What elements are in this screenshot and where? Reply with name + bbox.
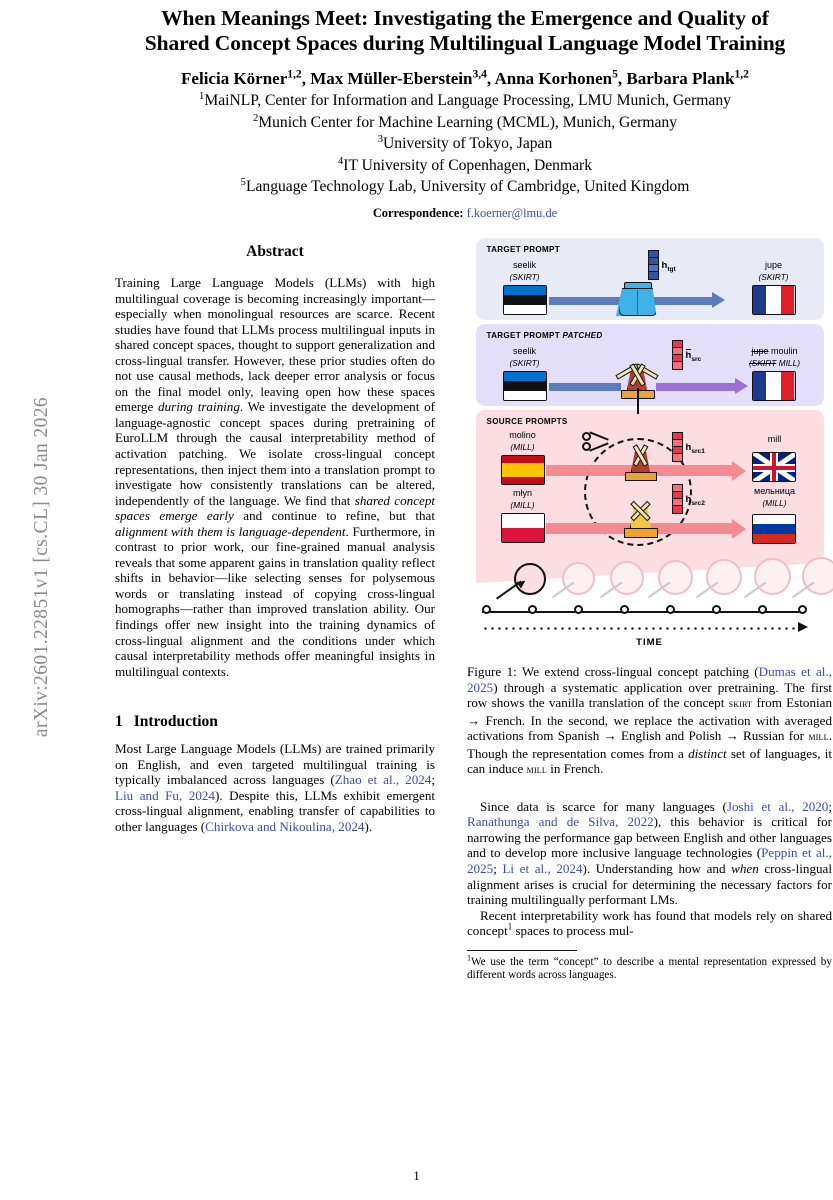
- correspondence-label: Correspondence:: [372, 205, 464, 220]
- source-concept: (MILL): [510, 499, 535, 510]
- h-tgt-label: [662, 260, 676, 273]
- checkpoint-current: [514, 563, 546, 595]
- affiliation-marker: 3: [377, 134, 384, 145]
- figure-panel-target-prompt-patched: [476, 324, 824, 406]
- section-title: Introduction: [133, 713, 218, 731]
- windmill-yellow-icon: [618, 496, 664, 542]
- panel-label-italic: PATCHED: [562, 331, 603, 340]
- paper-header: [95, 0, 833, 221]
- rc-italic: when: [731, 861, 759, 877]
- footnote-number: 1: [467, 953, 471, 963]
- uk-flag-icon: [752, 452, 796, 482]
- checkpoint-ghost: [562, 562, 595, 595]
- target-concept: (SKIRT): [758, 271, 789, 282]
- timeline-tick: [528, 605, 537, 614]
- caption-italic: distinct: [688, 745, 727, 761]
- source-word: seelik: [512, 346, 536, 356]
- abstract-heading: Abstract: [246, 243, 304, 260]
- footnote-text: We use the term “concept” to describe a mental representation expressed by different words across languages.: [467, 955, 832, 981]
- estonia-flag-icon: [503, 371, 547, 401]
- figure-panel-target-prompt: [476, 238, 824, 320]
- caption-part-c: from Estonian → French. In the second, we replace the activation with averaged activations from Spanish → English and Polish → Russian for: [467, 695, 832, 744]
- h-src1-label: [686, 442, 705, 455]
- author-affil-marker: 3,4: [472, 67, 487, 81]
- affiliation-text: Language Technology Lab, University of Cambridge, United Kingdom: [245, 178, 690, 196]
- caption-part-e: set of languages, it can induce: [467, 745, 833, 777]
- intro-text-c: ). Despite this, LLMs exhibit emergent cross-lingual alignment, enabling transfer of capabilities to other languages (: [115, 787, 436, 834]
- spain-flag-icon: [501, 455, 545, 485]
- vector-symbol: h: [685, 350, 692, 361]
- abstract-italic-2: shared concept spaces emerge early: [115, 492, 435, 524]
- affiliation-text: University of Tokyo, Japan: [383, 135, 553, 153]
- abstract-italic-3: alignment with them is language-dependent: [115, 523, 346, 539]
- author-affil-marker: 1,2: [287, 67, 302, 81]
- page-number: 1: [413, 1168, 420, 1183]
- source-word: młyn: [512, 488, 532, 498]
- footnote-1: [467, 953, 832, 982]
- right-column: [467, 238, 832, 982]
- caption-smallcaps-skirt: skirt: [728, 698, 753, 711]
- vector-subscript: src2: [691, 499, 705, 507]
- target-concept-line: [730, 358, 820, 370]
- source-concept: (SKIRT): [509, 357, 540, 368]
- citation-link[interactable]: Chirkova and Nikoulina, 2024: [205, 818, 365, 834]
- affiliation-text: IT University of Copenhagen, Denmark: [343, 156, 592, 174]
- skirt-icon: [616, 282, 660, 316]
- target-concept: (MILL): [762, 497, 787, 508]
- right-paragraph-1: [467, 799, 832, 908]
- panel3-row2-source-word: [488, 488, 558, 511]
- timeline-tick: [712, 605, 721, 614]
- france-flag-icon: [752, 285, 796, 315]
- affiliation: [95, 177, 833, 197]
- target-word: мельница: [754, 486, 795, 496]
- caption-smallcaps-mill-2: mill: [526, 764, 547, 777]
- target-word-struck: jupe: [751, 346, 769, 356]
- author: Barbara Plank: [626, 69, 735, 88]
- timeline-label: TIME: [636, 637, 663, 648]
- citation-link[interactable]: Li et al., 2024: [502, 861, 583, 877]
- page-title: [95, 6, 833, 56]
- affiliation: [95, 134, 833, 154]
- checkpoint-ghost: [706, 559, 742, 595]
- figure-1: [467, 238, 832, 779]
- section-heading-introduction: [115, 713, 435, 731]
- title-line-2: Shared Concept Spaces during Multilingual Language Model Training: [144, 31, 786, 55]
- intro-paragraph-1: [115, 741, 435, 834]
- source-word: molino: [509, 430, 536, 440]
- intro-text-b: ;: [431, 772, 436, 788]
- checkpoint-ghost: [802, 557, 833, 595]
- h-src2-label: [686, 494, 705, 507]
- h-src-vector: [672, 340, 683, 370]
- connector-line: [637, 388, 639, 414]
- affiliation-marker: 2: [252, 112, 259, 124]
- affiliation-text: Munich Center for Machine Learning (MCML), Munich, Germany: [258, 113, 678, 131]
- intro-text-d: ).: [364, 818, 373, 834]
- title-line-1: When Meanings Meet: Investigating the Emergence and Quality of: [161, 6, 769, 30]
- author: Anna Korhonen: [494, 69, 613, 88]
- citation-link[interactable]: Zhao et al., 2024: [334, 772, 432, 788]
- rc-text-e: ). Understanding how and: [582, 861, 732, 877]
- left-column: [115, 238, 435, 835]
- vector-subscript: tgt: [667, 265, 676, 273]
- panel2-arrow-left: [549, 380, 621, 393]
- panel3-row2-target-word: [732, 486, 818, 509]
- intro-text-a: Most Large Language Models (LLMs) are trained primarily on English, and even targeted multilingual training is typically imbalanced across languages (: [115, 741, 435, 788]
- panel2-source-word: [490, 346, 560, 369]
- author-affil-marker: 1,2: [734, 67, 749, 81]
- affiliation-marker: 5: [240, 177, 246, 189]
- target-word-line: [730, 346, 820, 358]
- caption-part-a: Figure 1: We extend cross-lingual concept patching (: [467, 664, 759, 679]
- time-arrowhead: [798, 622, 808, 632]
- rc-text-b: ;: [828, 798, 832, 814]
- panel2-target-word: [730, 346, 820, 369]
- source-concept: (SKIRT): [509, 271, 540, 282]
- caption-smallcaps-mill: mill: [808, 731, 829, 744]
- figure-timeline: [476, 559, 824, 654]
- checkpoint-ghost: [754, 558, 791, 595]
- correspondence-email[interactable]: f.koerner@lmu.de: [466, 205, 558, 220]
- h-src1-vector: [672, 432, 683, 462]
- vector-symbol: h: [661, 260, 668, 271]
- panel1-source-word: [490, 260, 560, 283]
- timeline-tick: [758, 605, 767, 614]
- abstract-text: [115, 275, 435, 679]
- caption-part-f: in French.: [546, 761, 604, 777]
- rc-text-d: ;: [493, 861, 503, 877]
- author: Felicia Körner: [181, 69, 288, 88]
- france-flag-icon: [752, 371, 796, 401]
- source-word: seelik: [512, 260, 536, 270]
- citation-link[interactable]: Peppin et al., 2025: [467, 845, 832, 877]
- author: Max Müller-Eberstein: [310, 69, 473, 88]
- footnote-separator: [467, 950, 577, 951]
- target-word: mill: [767, 434, 782, 444]
- author-affil-marker: 5: [612, 67, 618, 81]
- panel1-target-word: [738, 260, 810, 283]
- right-paragraph-2: [467, 908, 832, 939]
- affiliation: [95, 113, 833, 133]
- panel-label: TARGET PROMPT: [486, 245, 560, 254]
- checkpoint-ghost: [658, 560, 693, 595]
- panel3-row1-source-word: [488, 430, 558, 453]
- target-word: moulin: [771, 346, 798, 356]
- section-number: 1: [115, 713, 123, 731]
- citation-link[interactable]: Joshi et al., 2020: [726, 798, 829, 814]
- arxiv-stamp: arXiv:2601.22851v1 [cs.CL] 30 Jan 2026: [31, 396, 52, 738]
- footnote-marker[interactable]: 1: [507, 921, 513, 932]
- figure-graphic: [476, 238, 824, 654]
- affiliation: [95, 156, 833, 176]
- caption-part-d: . Though the representation comes from a: [467, 728, 832, 761]
- windmill-red-icon: [618, 440, 664, 484]
- rc-text-a: Since data is scarce for many languages (: [480, 798, 727, 814]
- panel3-row1-target-word: [738, 434, 812, 446]
- figure-panel-source-prompts: [476, 410, 824, 555]
- h-src2-vector: [672, 484, 683, 514]
- target-concept-struck: (SKIRT: [748, 357, 777, 368]
- panel-label-text: TARGET PROMPT: [486, 331, 563, 340]
- citation-link[interactable]: Ranathunga and de Silva, 2022: [467, 814, 654, 830]
- abstract-part-2: . We investigate the development of language-agnostic concept spaces during pretraining of EuroLLM through the causal interpretability method of activation patching. We isolate cross-lingual concept representations, then inject them into a translation prompt to investigate how consistently translations can be altered, independently of the language. We find that: [115, 399, 435, 508]
- target-word: jupe: [764, 260, 782, 270]
- timeline-tick: [482, 605, 491, 614]
- affiliation: [95, 91, 833, 111]
- panel2-arrow-right: [656, 380, 748, 393]
- vector-subscript: src: [691, 355, 702, 363]
- vector-symbol: h: [685, 494, 692, 505]
- h-src-label: [686, 350, 702, 363]
- affiliation-marker: 1: [199, 90, 205, 102]
- timeline-tick: [798, 605, 807, 614]
- abstract-part-3: and continue to refine, but that: [233, 508, 435, 524]
- timeline-tick: [574, 605, 583, 614]
- scissors-icon: [580, 430, 606, 456]
- timeline-tick: [666, 605, 675, 614]
- figure-caption: [467, 664, 832, 779]
- estonia-flag-icon: [503, 285, 547, 315]
- vector-symbol: h: [685, 442, 692, 453]
- abstract-italic-1: during training: [158, 399, 240, 415]
- rc-text-f: cross-lingual alignment arises is crucial for determining the necessary factors for training multilingually performant LMs.: [467, 861, 832, 908]
- panel-label: [487, 331, 603, 340]
- checkpoint-ghost: [610, 561, 644, 595]
- affiliation-marker: 4: [337, 155, 344, 167]
- vector-subscript: src1: [691, 447, 705, 455]
- timeline-tick: [620, 605, 629, 614]
- poland-flag-icon: [501, 513, 545, 543]
- panel-label: SOURCE PROMPTS: [486, 417, 568, 426]
- russia-flag-icon: [752, 514, 796, 544]
- source-concept: (MILL): [510, 441, 535, 452]
- rc-text-c: ), this behavior is critical for narrowing the performance gap between English and other languages and to develop more inclusive language technologies (: [467, 814, 832, 861]
- abstract-part-4: . Furthermore, in contrast to prior work, our fine-grained manual analysis reveals that some apparent gains in translation quality reflect shifts in behavior—like selecting senses for polysemous words or translating instead of copying cross-lingual homographs—rather than improved translation ability. Our findings offer new insight into the training dynamics of cross-lingual alignment and the conditions under which causal interpretability methods offer meaningful insights in multilingual contexts.: [115, 523, 435, 679]
- rc2-text-a: Recent interpretability work has found that models rely on shared concept: [467, 907, 832, 939]
- citation-link[interactable]: Dumas et al., 2025: [467, 664, 832, 695]
- citation-link[interactable]: Liu and Fu, 2024: [115, 787, 215, 803]
- correspondence: [95, 206, 833, 221]
- author-list: Felicia Körner$^{1,2}$, Max Müller-Eberstein$^{3,4}$, Anna Korhonen$^5$, Barbara Plank$^{1,2}$: [181, 67, 749, 88]
- time-arrow: [482, 627, 798, 630]
- affiliation-text: MaiNLP, Center for Information and Language Processing, LMU Munich, Germany: [204, 92, 731, 109]
- abstract-part-1: Training Large Language Models (LLMs) with high multilingual coverage is becoming increasingly important—especially when monolingual resources are scarce. Recent studies have found that LLMs process multilingual inputs in shared concept spaces, thought to support generalization and cross-lingual transfer. However, these prior studies often do not use causal methods, lack deeper error analysis or focus on the final model only, leaving open how these spaces emerge: [115, 275, 435, 415]
- caption-part-b: ) through a systematic application over pretraining. The first row shows the vanilla translation of the concept: [467, 679, 832, 711]
- rc2-text-b: spaces to process mul-: [512, 923, 634, 939]
- h-tgt-vector: [648, 250, 659, 280]
- target-concept: MILL): [778, 357, 801, 368]
